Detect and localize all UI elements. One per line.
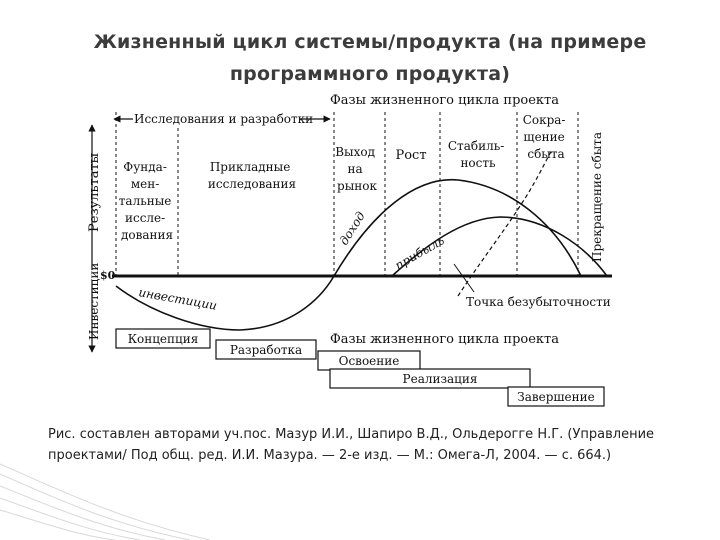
bottom-phases-heading: Фазы жизненного цикла проекта (330, 332, 559, 347)
col-decline-line: Сокра- (522, 113, 566, 127)
col-fundamental-line: дования (120, 228, 174, 242)
col-stability-label (448, 139, 508, 170)
figure-caption: Рис. составлен авторами уч.пос. Мазур И.И., Шапиро В.Д., Ольдерогге Н.Г. (Управление проектами/ Под общ. ред. И.И. Мазура. — 2-е изд. — М.: Омега-Л, 2004. — с. 664.) (48, 427, 655, 463)
col-market-entry-line: на (347, 162, 363, 176)
col-decline-line: сбыта (527, 147, 565, 161)
col-fundamental-line: Фунда- (123, 160, 167, 174)
col-fundamental-line: мен- (130, 177, 160, 191)
col-decline-line: щение (523, 130, 565, 144)
decorative-corner-swoosh (0, 450, 210, 540)
phase-label-mastering: Освоение (338, 354, 400, 368)
col-decline-label (523, 113, 570, 161)
income-label: доход (336, 209, 368, 248)
profit-label: прибыль (392, 233, 447, 273)
investments-curve (116, 276, 334, 330)
col-fundamental-label (119, 160, 175, 242)
col-fundamental-line: иссле- (124, 211, 166, 225)
col-growth-label: Рост (395, 148, 427, 163)
phase-label-concept: Концепция (127, 332, 199, 346)
breakeven-label: Точка безубыточности (466, 295, 611, 309)
slide-title-line1: Жизненный цикл системы/продукта (на примере (93, 31, 647, 53)
col-market-entry-label (335, 145, 379, 193)
col-applied-line: Прикладные (209, 160, 291, 174)
y-axis-results-label: Результаты (87, 153, 102, 232)
phase-label-realization: Реализация (402, 372, 478, 386)
phase-label-completion: Завершение (517, 390, 595, 404)
investments-label: инвестиции (137, 285, 219, 313)
col-market-entry-line: Выход (335, 145, 375, 159)
top-phases-heading: Фазы жизненного цикла проекта (330, 93, 559, 108)
phase-label-development: Разработка (229, 343, 303, 357)
col-fundamental-line: тальные (118, 194, 172, 208)
y-axis-investments-label: Инвестиции (87, 262, 101, 340)
col-applied-line: исследования (207, 177, 297, 191)
col-stability-line: ность (460, 156, 496, 170)
col-applied-label (208, 160, 296, 191)
col-stability-line: Стабиль- (447, 139, 505, 153)
col-termination-label: Прекращение сбыта (590, 131, 604, 262)
research-label: Исследования и разработки (134, 112, 314, 126)
col-market-entry-line: рынок (337, 179, 377, 193)
slide-title-line2: программного продукта) (229, 63, 511, 85)
zero-label: $0 (100, 269, 116, 282)
